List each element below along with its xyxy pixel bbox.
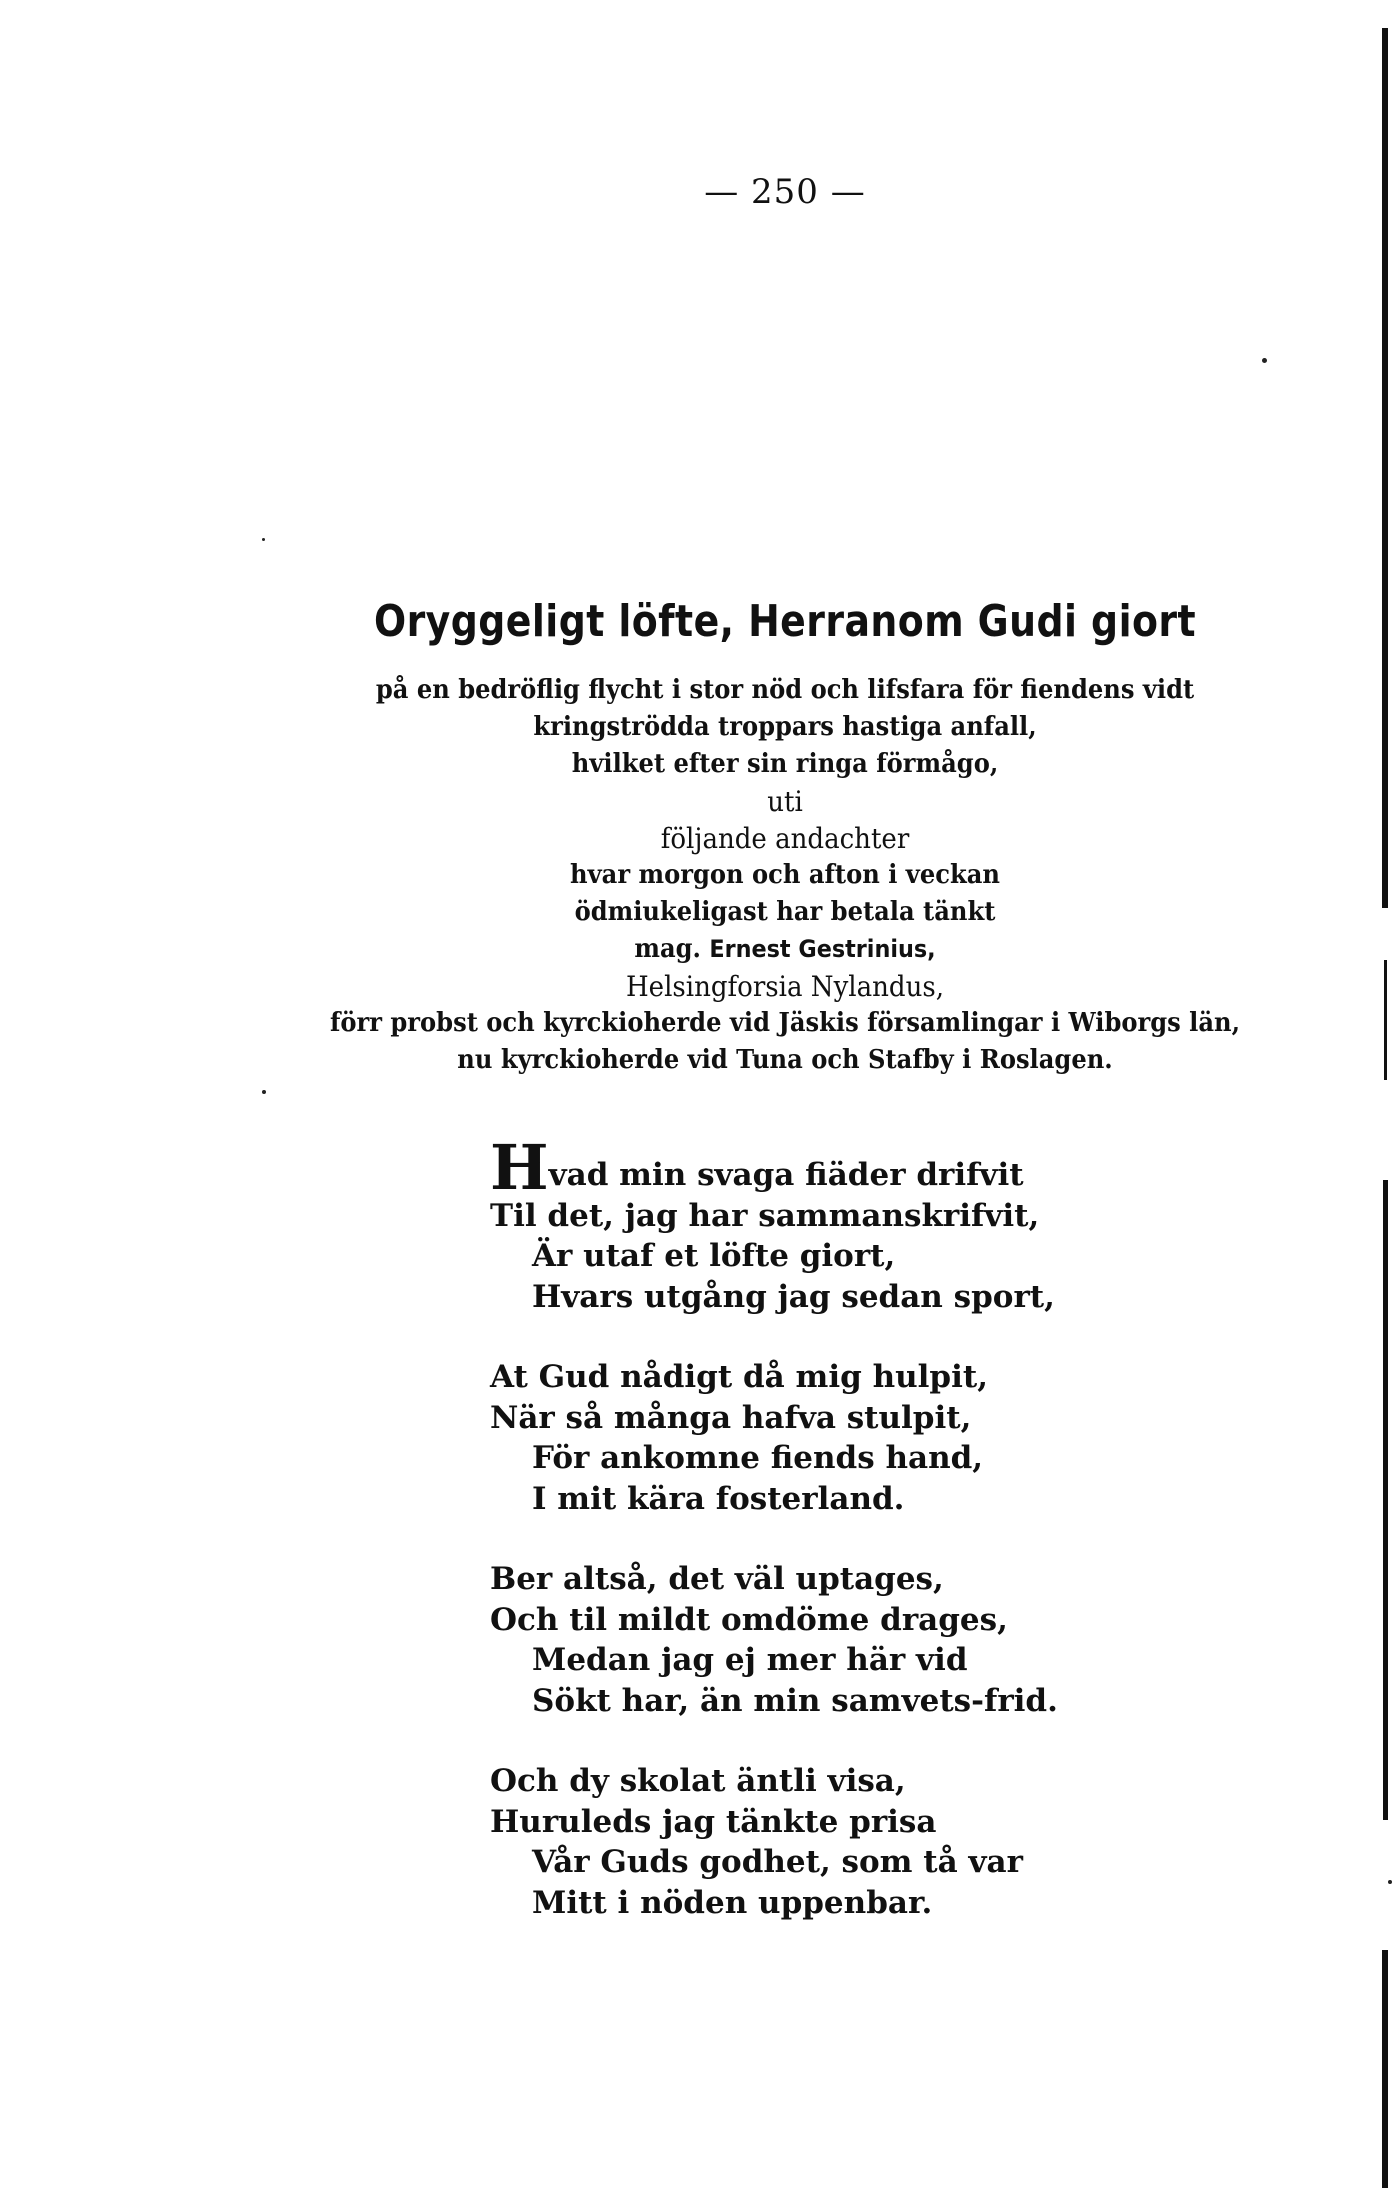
subtitle-line: hvar morgon och afton i veckan (570, 860, 1000, 890)
scan-speck (262, 1090, 266, 1094)
scan-speck (262, 538, 265, 541)
author-line (55, 931, 1400, 968)
verse-line: At Gud nådigt då mig hulpit, (490, 1359, 988, 1395)
verse-line: Mitt i nöden uppenbar. (532, 1884, 933, 1921)
page-edge-bar (1382, 1950, 1388, 2188)
drop-initial: H (490, 1131, 549, 1204)
verse-line-text: vad min svaga fiäder drifvit (548, 1157, 1024, 1193)
verse-line: När så många hafva stulpit, (490, 1399, 972, 1436)
subtitle-line: ödmiukeligast har betala tänkt (574, 897, 996, 927)
stanza-2 (490, 1357, 1058, 1519)
scan-speck (1388, 1880, 1392, 1884)
subtitle-line: uti (767, 785, 803, 818)
verse-line: I mit kära fosterland. (532, 1480, 905, 1517)
verse-line: För ankomne fiends hand, (532, 1440, 984, 1476)
verse-line: Medan jag ej mer här vid (532, 1642, 968, 1678)
author-former-post: förr probst och kyrckioherde vid Jäskis församlingar i Wiborgs län, (329, 1008, 1241, 1038)
subtitle-line: följande andachter (660, 822, 910, 855)
page-number: — 250 — (704, 172, 866, 212)
verse-line: Och til mildt omdöme drages, (490, 1601, 1008, 1638)
verse-line: Och dy skolat äntli visa, (490, 1763, 906, 1799)
verse-line: Sökt har, än min samvets-frid. (532, 1682, 1058, 1719)
author-current-post: nu kyrckioherde vid Tuna och Stafby i Roslagen. (457, 1045, 1113, 1075)
verse-line: Hvars utgång jag sedan sport, (532, 1278, 1055, 1315)
author-prefix: mag. (634, 934, 701, 964)
stanza-4 (490, 1761, 1058, 1923)
subtitle-block (55, 672, 1400, 1079)
page-edge-bar (1384, 960, 1387, 1080)
poem-title: Oryggeligt löfte, Herranom Gudi giort (373, 596, 1197, 647)
page-edge-bar (1383, 1180, 1388, 1820)
stanza-1 (490, 1131, 1058, 1317)
poem-body (490, 1131, 1058, 1963)
page-edge-bar (1382, 28, 1388, 908)
stanza-3 (490, 1559, 1058, 1721)
subtitle-line: hvilket efter sin ringa förmågo, (571, 749, 999, 779)
scan-speck (1262, 358, 1267, 363)
verse-line (490, 1131, 1058, 1204)
author-origin: Helsingforsia Nylandus, (625, 970, 945, 1003)
subtitle-line: kringströdda troppars hastiga anfall, (533, 712, 1037, 742)
verse-line: Vår Guds godhet, som tå var (532, 1844, 1023, 1880)
verse-line: Huruleds jag tänkte prisa (490, 1803, 937, 1840)
verse-line: Ber altså, det väl uptages, (490, 1561, 944, 1597)
subtitle-line: på en bedröflig flycht i stor nöd och lifsfara för fiendens vidt (375, 675, 1195, 705)
verse-line: Til det, jag har sammanskrifvit, (490, 1197, 1040, 1234)
author-name: Ernest Gestrinius, (709, 935, 936, 963)
verse-line: Är utaf et löfte giort, (532, 1238, 896, 1274)
